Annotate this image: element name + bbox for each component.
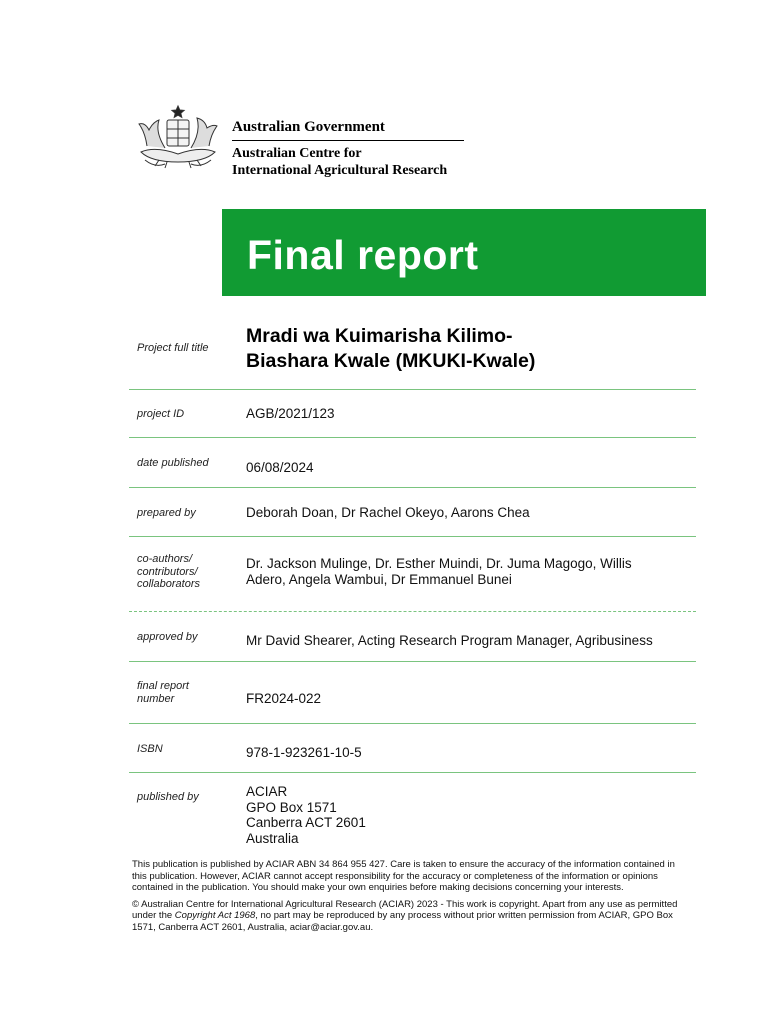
label-report-number-line1: final report xyxy=(137,680,189,692)
publisher-address xyxy=(246,784,366,846)
project-id-value: AGB/2021/123 xyxy=(246,406,335,421)
agency-name-line1: Australian Centre for xyxy=(232,146,362,161)
label-isbn: ISBN xyxy=(137,743,163,755)
copyright-after: , no part may be reproduced by any process without prior written permission from ACIAR, GPO Box 1571, Canberra ACT 2601, Australia, aciar@aciar.gov.au. xyxy=(132,910,673,933)
label-co-authors-line3: collaborators xyxy=(137,578,200,590)
publisher-city: Canberra ACT 2601 xyxy=(246,815,366,830)
approved-by-value: Mr David Shearer, Acting Research Program Manager, Agribusiness xyxy=(246,633,653,648)
prepared-by-value: Deborah Doan, Dr Rachel Okeyo, Aarons Chea xyxy=(246,505,530,520)
row-prepared-by xyxy=(129,488,696,537)
government-logo-text xyxy=(232,118,464,179)
label-published-by: published by xyxy=(137,791,199,803)
label-date-published: date published xyxy=(137,457,209,469)
label-co-authors-line2: contributors/ xyxy=(137,565,198,578)
report-details-table xyxy=(129,313,696,853)
date-published-value: 06/08/2024 xyxy=(246,460,314,475)
row-report-number xyxy=(129,662,696,724)
row-date-published xyxy=(129,438,696,488)
copyright-before: © Australian Centre for International Agricultural Research (ACIAR) 2023 - This work is copyright. Apart from any use as permitted under the xyxy=(132,898,678,921)
isbn-value: 978-1-923261-10-5 xyxy=(246,745,362,760)
label-report-number-line2: number xyxy=(137,692,175,705)
copyright-act: Copyright Act 1968 xyxy=(174,910,256,921)
row-project-id xyxy=(129,390,696,438)
project-title-line2: Biashara Kwale (MKUKI-Kwale) xyxy=(246,350,536,372)
co-authors-line1: Dr. Jackson Mulinge, Dr. Esther Muindi, Dr. Juma Magogo, Willis xyxy=(246,556,632,571)
legal-footer xyxy=(132,859,692,938)
agency-name-line2: International Agricultural Research xyxy=(232,163,448,178)
project-title-line1: Mradi wa Kuimarisha Kilimo- xyxy=(246,325,513,347)
disclaimer-text: This publication is published by ACIAR ABN 34 864 955 427. Care is taken to ensure the accuracy of the information contained in this publication. However, ACIAR cannot accept responsibility for the accuracy or completeness of the information or opinions contained in the publication. You should make your own enquiries before making decisions concerning your interests. xyxy=(132,859,675,893)
label-prepared-by: prepared by xyxy=(137,507,196,519)
row-published-by xyxy=(129,773,696,853)
label-project-title: Project full title xyxy=(137,342,209,354)
label-co-authors-line1: co-authors/ xyxy=(137,553,193,565)
co-authors-line2: Adero, Angela Wambui, Dr Emmanuel Bunei xyxy=(246,572,512,587)
label-project-id: project ID xyxy=(137,408,185,420)
final-report-banner xyxy=(222,209,706,296)
label-approved-by: approved by xyxy=(137,631,198,643)
row-approved-by xyxy=(129,612,696,662)
banner-title: Final report xyxy=(247,232,479,278)
publisher-name: ACIAR xyxy=(246,784,288,799)
publisher-country: Australia xyxy=(246,830,299,846)
government-name: Australian Government xyxy=(232,118,464,141)
report-number-value: FR2024-022 xyxy=(246,691,322,706)
publisher-po-box: GPO Box 1571 xyxy=(246,799,337,815)
coat-of-arms-icon xyxy=(135,102,221,174)
copyright-text xyxy=(132,899,692,934)
row-co-authors xyxy=(129,537,696,612)
row-project-title xyxy=(129,313,696,390)
row-isbn xyxy=(129,724,696,773)
